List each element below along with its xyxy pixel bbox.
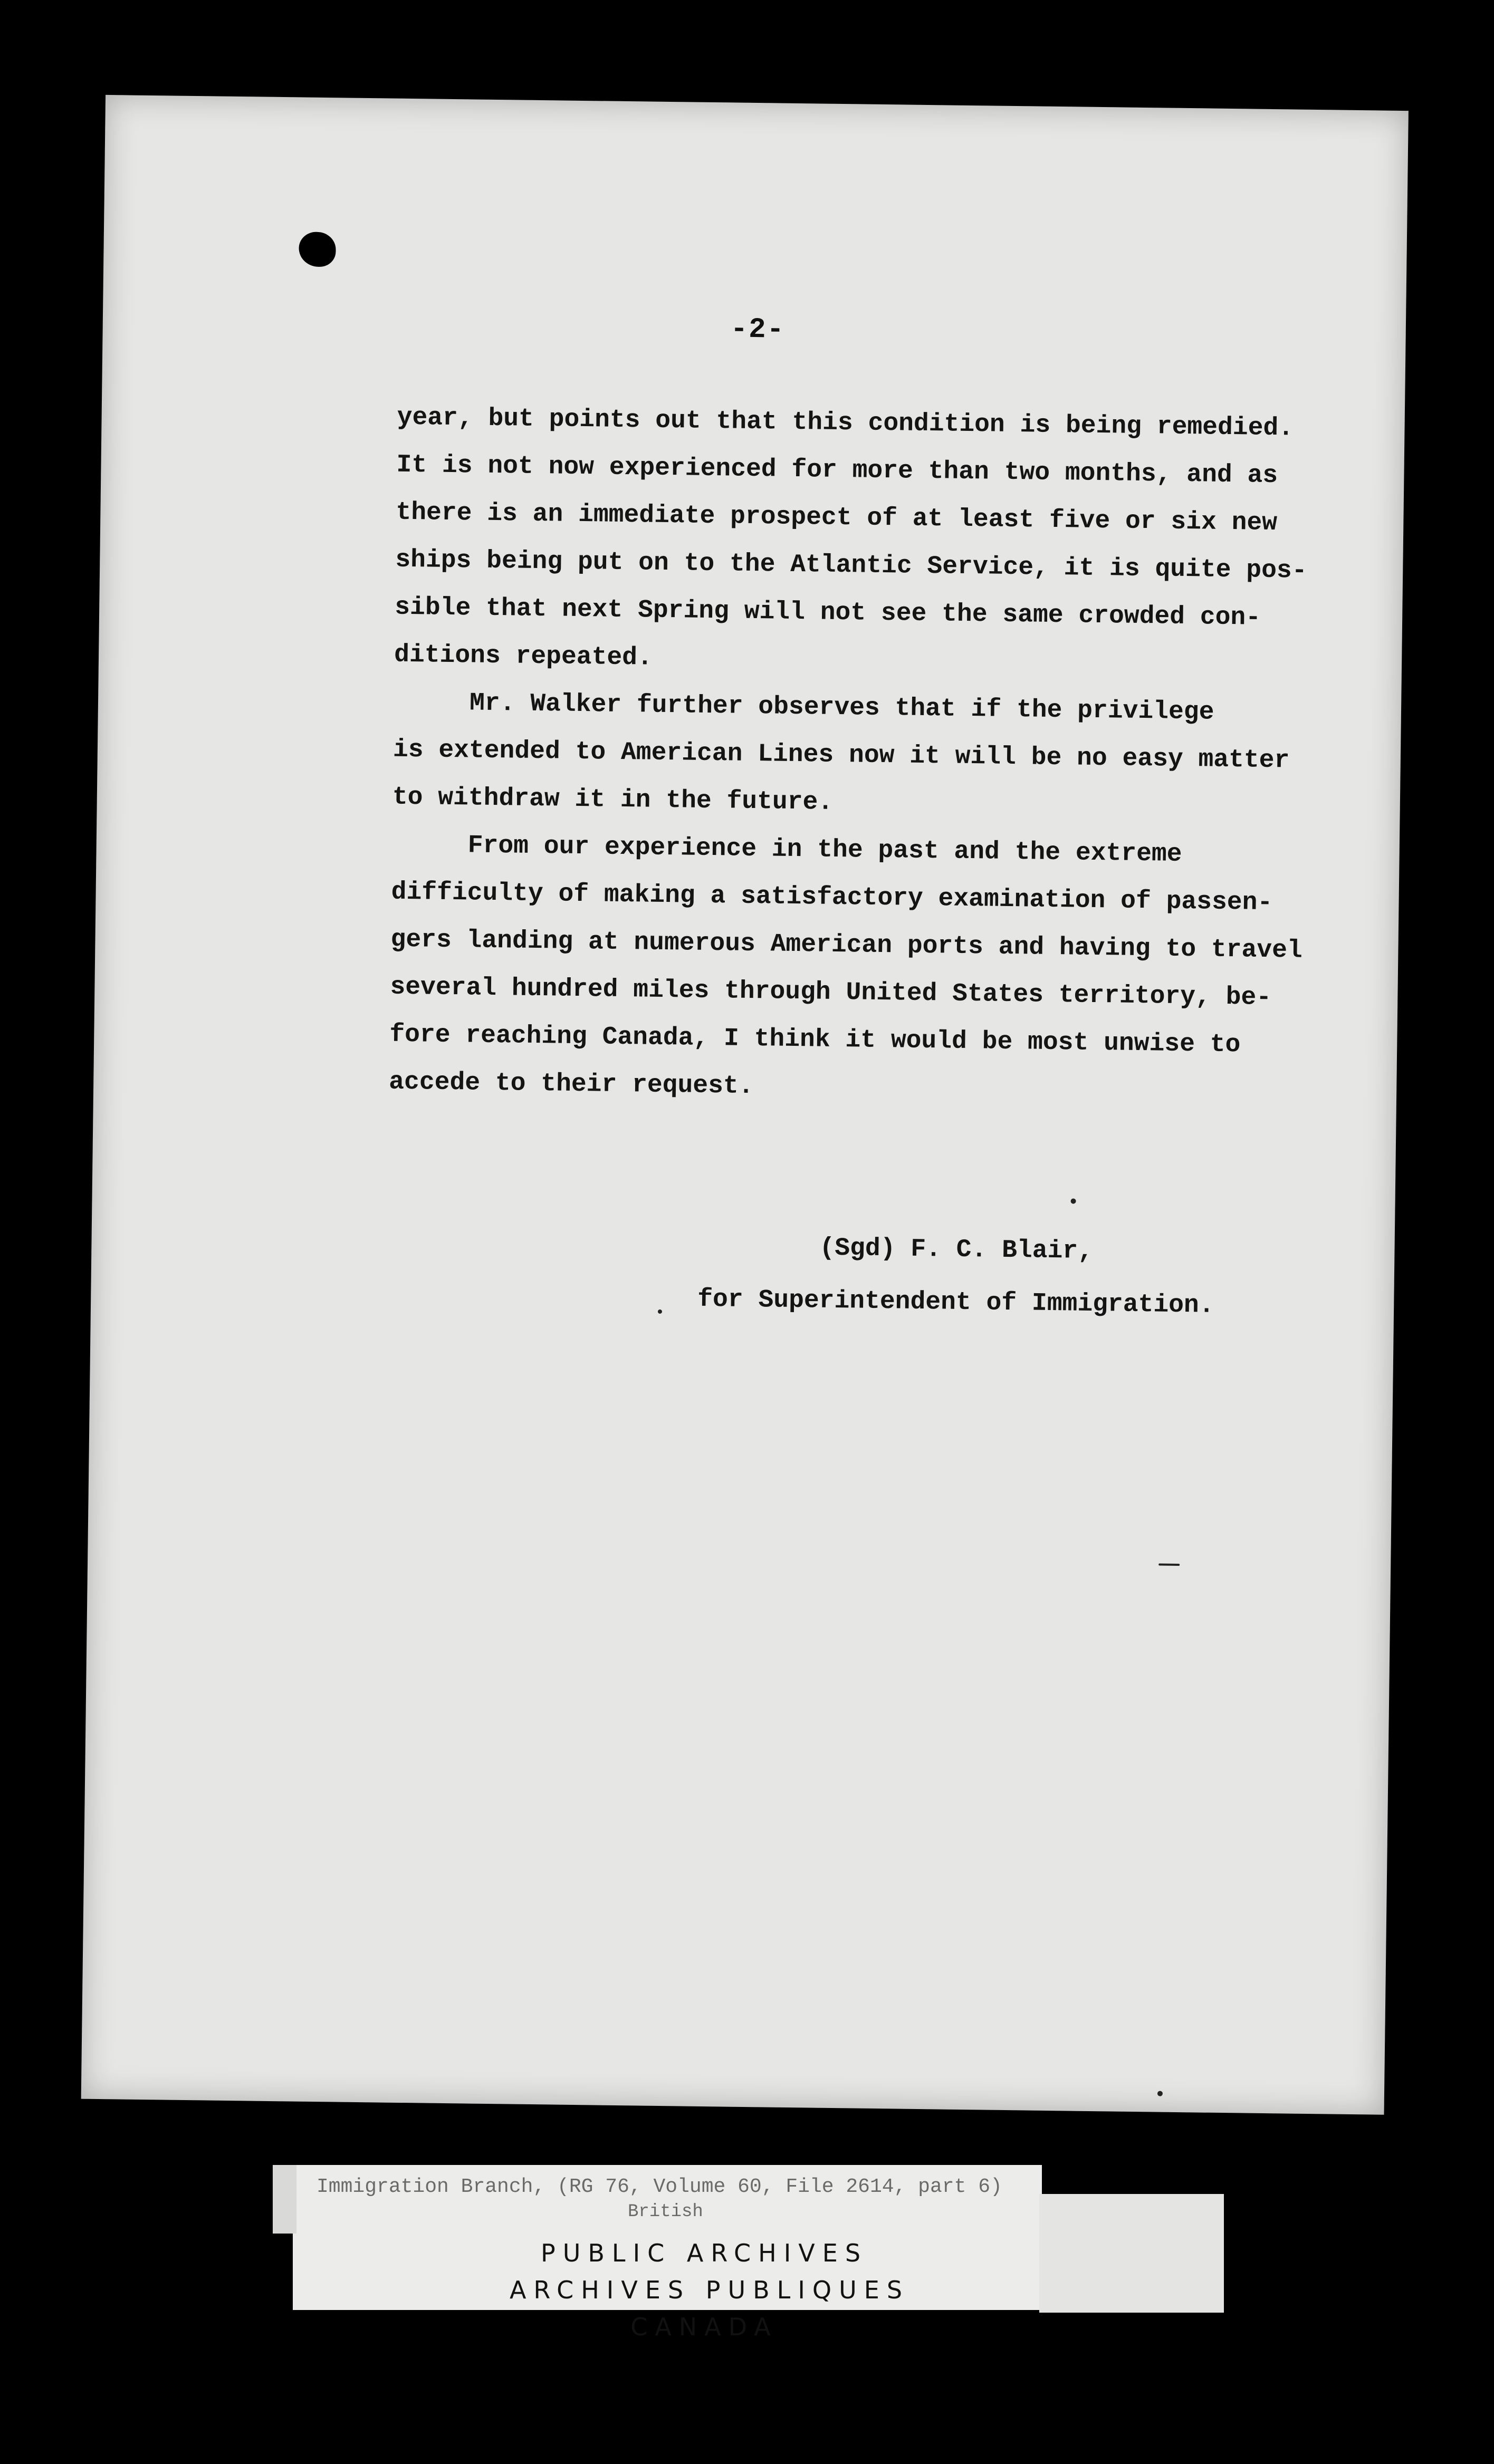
text-line: is extended to American Lines now it will be no easy matter	[392, 735, 1290, 775]
archive-stamp-line: PUBLIC ARCHIVES	[540, 2239, 868, 2267]
page-number: -2-	[730, 313, 786, 346]
signature-title: for Superintendent of Immigration.	[697, 1285, 1214, 1320]
archive-reference: Immigration Branch, (RG 76, Volume 60, File 2614, part 6)	[317, 2176, 1002, 2198]
text-line: sible that next Spring will not see the same crowded con-	[394, 593, 1261, 632]
letter-body	[389, 394, 1326, 1117]
archive-label-card	[293, 2165, 1042, 2341]
ink-speck	[1158, 1564, 1180, 1566]
typed-letter-page	[81, 95, 1409, 2115]
signature-name: (Sgd) F. C. Blair,	[819, 1234, 1094, 1266]
signature-block	[697, 1220, 1215, 1332]
text-line: difficulty of making a satisfactory examination of passen-	[391, 878, 1273, 918]
archive-stamp-line: CANADA	[630, 2313, 778, 2341]
text-line: Mr. Walker further observes that if the privilege	[393, 688, 1214, 727]
archive-stamp-line: ARCHIVES PUBLIQUES	[509, 2276, 910, 2304]
text-line: ships being put on to the Atlantic Service, it is quite pos-	[395, 545, 1307, 585]
text-line: It is not now experienced for more than two months, and as	[396, 450, 1278, 490]
text-line: to withdraw it in the future.	[392, 783, 834, 817]
text-line: ditions repeated.	[394, 640, 653, 672]
text-line: gers landing at numerous American ports and having to travel	[390, 925, 1303, 965]
label-tab	[273, 2165, 296, 2234]
text-line: fore reaching Canada, I think it would be most unwise to	[389, 1020, 1241, 1060]
text-line: From our experience in the past and the extreme	[391, 830, 1182, 869]
text-line: there is an immediate prospect of at least five or six new	[396, 498, 1278, 538]
ink-speck	[658, 1310, 662, 1314]
text-line: several hundred miles through United States territory, be-	[390, 973, 1272, 1013]
ink-speck	[1157, 2091, 1163, 2096]
text-line: accede to their request.	[388, 1067, 754, 1101]
ink-speck	[1071, 1198, 1076, 1204]
punch-hole	[299, 232, 336, 267]
archive-reference-subtitle: British	[628, 2202, 703, 2222]
text-line: year, but points out that this condition is being remedied.	[397, 403, 1294, 443]
